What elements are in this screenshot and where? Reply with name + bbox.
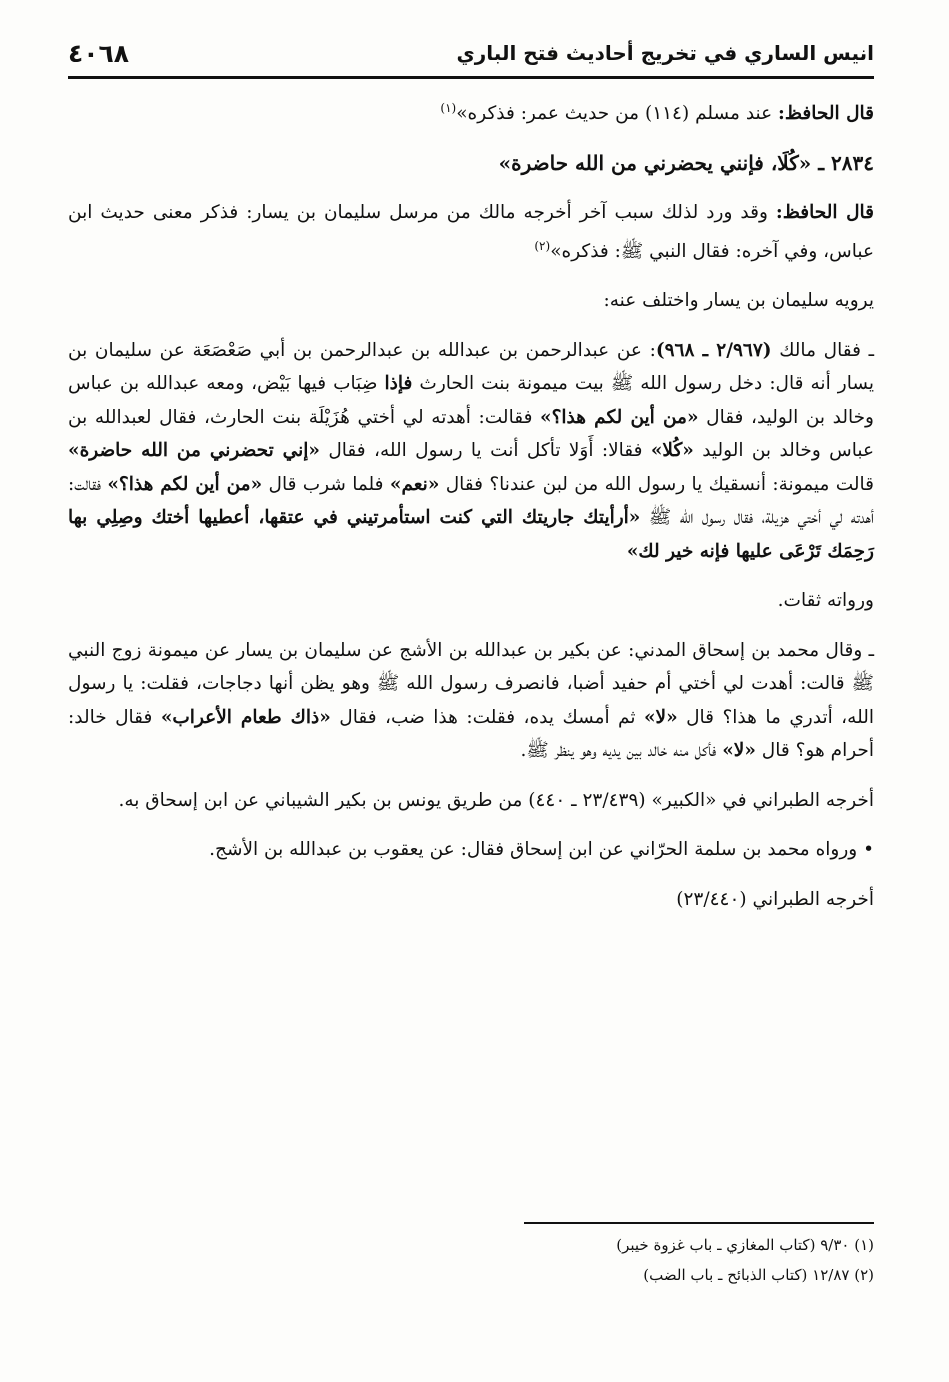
text-span: فقال خالد: أحرام هو؟ قال <box>68 706 874 762</box>
quote-bold: «إني تحضرني من الله حاضرة» <box>68 440 320 462</box>
paragraph-ibn-ishaq <box>68 634 874 768</box>
quote-bold: «من أين لكم هذا؟» <box>540 406 699 428</box>
footnote-number: (١) <box>854 1236 874 1254</box>
quote-bold: «أرأيتك جاريتك التي كنت استأمرتيني في عتقها، أعطيها أختك وصِلِي بها رَحِمَك تَرْعَى عليها فإنه خير لك» <box>68 507 874 562</box>
paragraph-text: وقد ورد لذلك سبب آخر أخرجه مالك من مرسل سليمان بن يسار: فذكر معنى حديث ابن عباس، وفي آخره: فقال النبي ﷺ: فذكره» <box>68 202 874 262</box>
footnote-ref: (٢) <box>534 238 551 253</box>
text-span: فقالا: أَوَلا تأكل أنت يا رسول الله، فقال <box>319 440 651 462</box>
paragraph-narrators: ورواته ثقات. <box>777 590 874 612</box>
paragraph-harrani: • ورواه محمد بن سلمة الحرّاني عن ابن إسحاق فقال: عن يعقوب بن عبدالله بن الأشج. <box>209 839 874 861</box>
footnote-divider <box>524 1222 874 1224</box>
quote-bold: «لا» <box>722 740 756 762</box>
text-span: فقالت: أهدته لي أختي هزيلة، فقال رسول الله ﷺ <box>68 473 875 529</box>
quote-bold: «لا» <box>643 706 678 728</box>
text-span: ـ فقال مالك <box>771 339 874 361</box>
paragraph-malik <box>68 334 874 569</box>
footnotes <box>68 1222 874 1290</box>
paragraph-hafiz-1 <box>68 92 874 131</box>
text-span: فلما شرب قال <box>262 473 390 495</box>
citation: (٢/٩٦٧ ـ ٩٦٨) <box>655 339 772 361</box>
text-span: فقالت: أهدته لي أختي هُزَيْلَة بنت الحارث، فقال لعبدالله بن عباس وخالد بن الوليد <box>68 406 875 462</box>
text-span: : عن عبدالرحمن بن عبدالله بن عبدالرحمن بن أبي صَعْصَعَة عن سليمان بن يسار أنه قال: دخل رسول الله ﷺ بيت ميمونة بنت الحارث <box>68 339 874 395</box>
hadith-heading: ٢٨٣٤ ـ «كُلَا، فإنني يحضرني من الله حاضرة» <box>498 150 874 175</box>
text-span: قالت ميمونة: أنسقيك يا رسول الله من لبن عندنا؟ فقال <box>439 473 874 495</box>
quote-bold: «من أين لكم هذا؟» <box>107 473 263 495</box>
paragraph-tabarani-1: أخرجه الطبراني في «الكبير» (٢٣/٤٣٩ ـ ٤٤٠) من طريق يونس بن بكير الشيباني عن ابن إسحاق به. <box>118 789 874 811</box>
paragraph-text: عند مسلم (١١٤) من حديث عمر: فذكره» <box>456 103 779 125</box>
text-span: ـ وقال محمد بن إسحاق المدني: عن بكير بن عبدالله بن الأشج عن سليمان بن يسار عن ميمونة زوج النبي ﷺ قالت: أهدت لي أختي أم حفيد أضبا، فانصرف رسول الله ﷺ وهو يظن أنها دجاجات، فقلت: يا رسول الله، أتدري ما هذا؟ قال <box>68 639 874 728</box>
quote-bold: «نعم» <box>389 473 440 495</box>
footnote-1 <box>68 1230 874 1260</box>
footnote-number: (٢) <box>854 1266 874 1284</box>
running-title: انيس الساري في تخريج أحاديث فتح الباري <box>456 41 874 65</box>
text-span-bold: فإذا <box>384 373 413 395</box>
text-span: ثم أمسك يده، فقلت: هذا ضب، فقال <box>330 706 644 728</box>
hafiz-label: قال الحافظ: <box>775 202 874 224</box>
hafiz-label: قال الحافظ: <box>778 103 874 125</box>
text-span: فأكل منه خالد بين يديه وهو ينظر ﷺ. <box>520 740 723 762</box>
paragraph-narration-intro: يرويه سليمان بن يسار واختلف عنه: <box>603 290 874 312</box>
text-span: ضِبَاب فيها بَيْض، ومعه عبدالله بن عباس وخالد بن الوليد، فقال <box>68 373 874 428</box>
page-number: ٤٠٦٨ <box>68 38 130 68</box>
page-header <box>68 30 874 79</box>
paragraph-tabarani-2: أخرجه الطبراني (٢٣/٤٤٠) <box>676 888 874 910</box>
body-text <box>68 92 874 932</box>
footnote-ref: (١) <box>440 101 457 115</box>
quote-bold: «كُلا» <box>650 440 694 462</box>
quote-bold: «ذاك طعام الأعراب» <box>160 706 331 728</box>
footnote-2 <box>68 1260 874 1290</box>
footnote-text: ٩/٣٠ (كتاب المغازي ـ باب غزوة خيبر) <box>616 1236 850 1254</box>
footnote-text: ١٢/٨٧ (كتاب الذبائح ـ باب الضب) <box>643 1266 850 1284</box>
paragraph-hafiz-2 <box>68 196 874 268</box>
